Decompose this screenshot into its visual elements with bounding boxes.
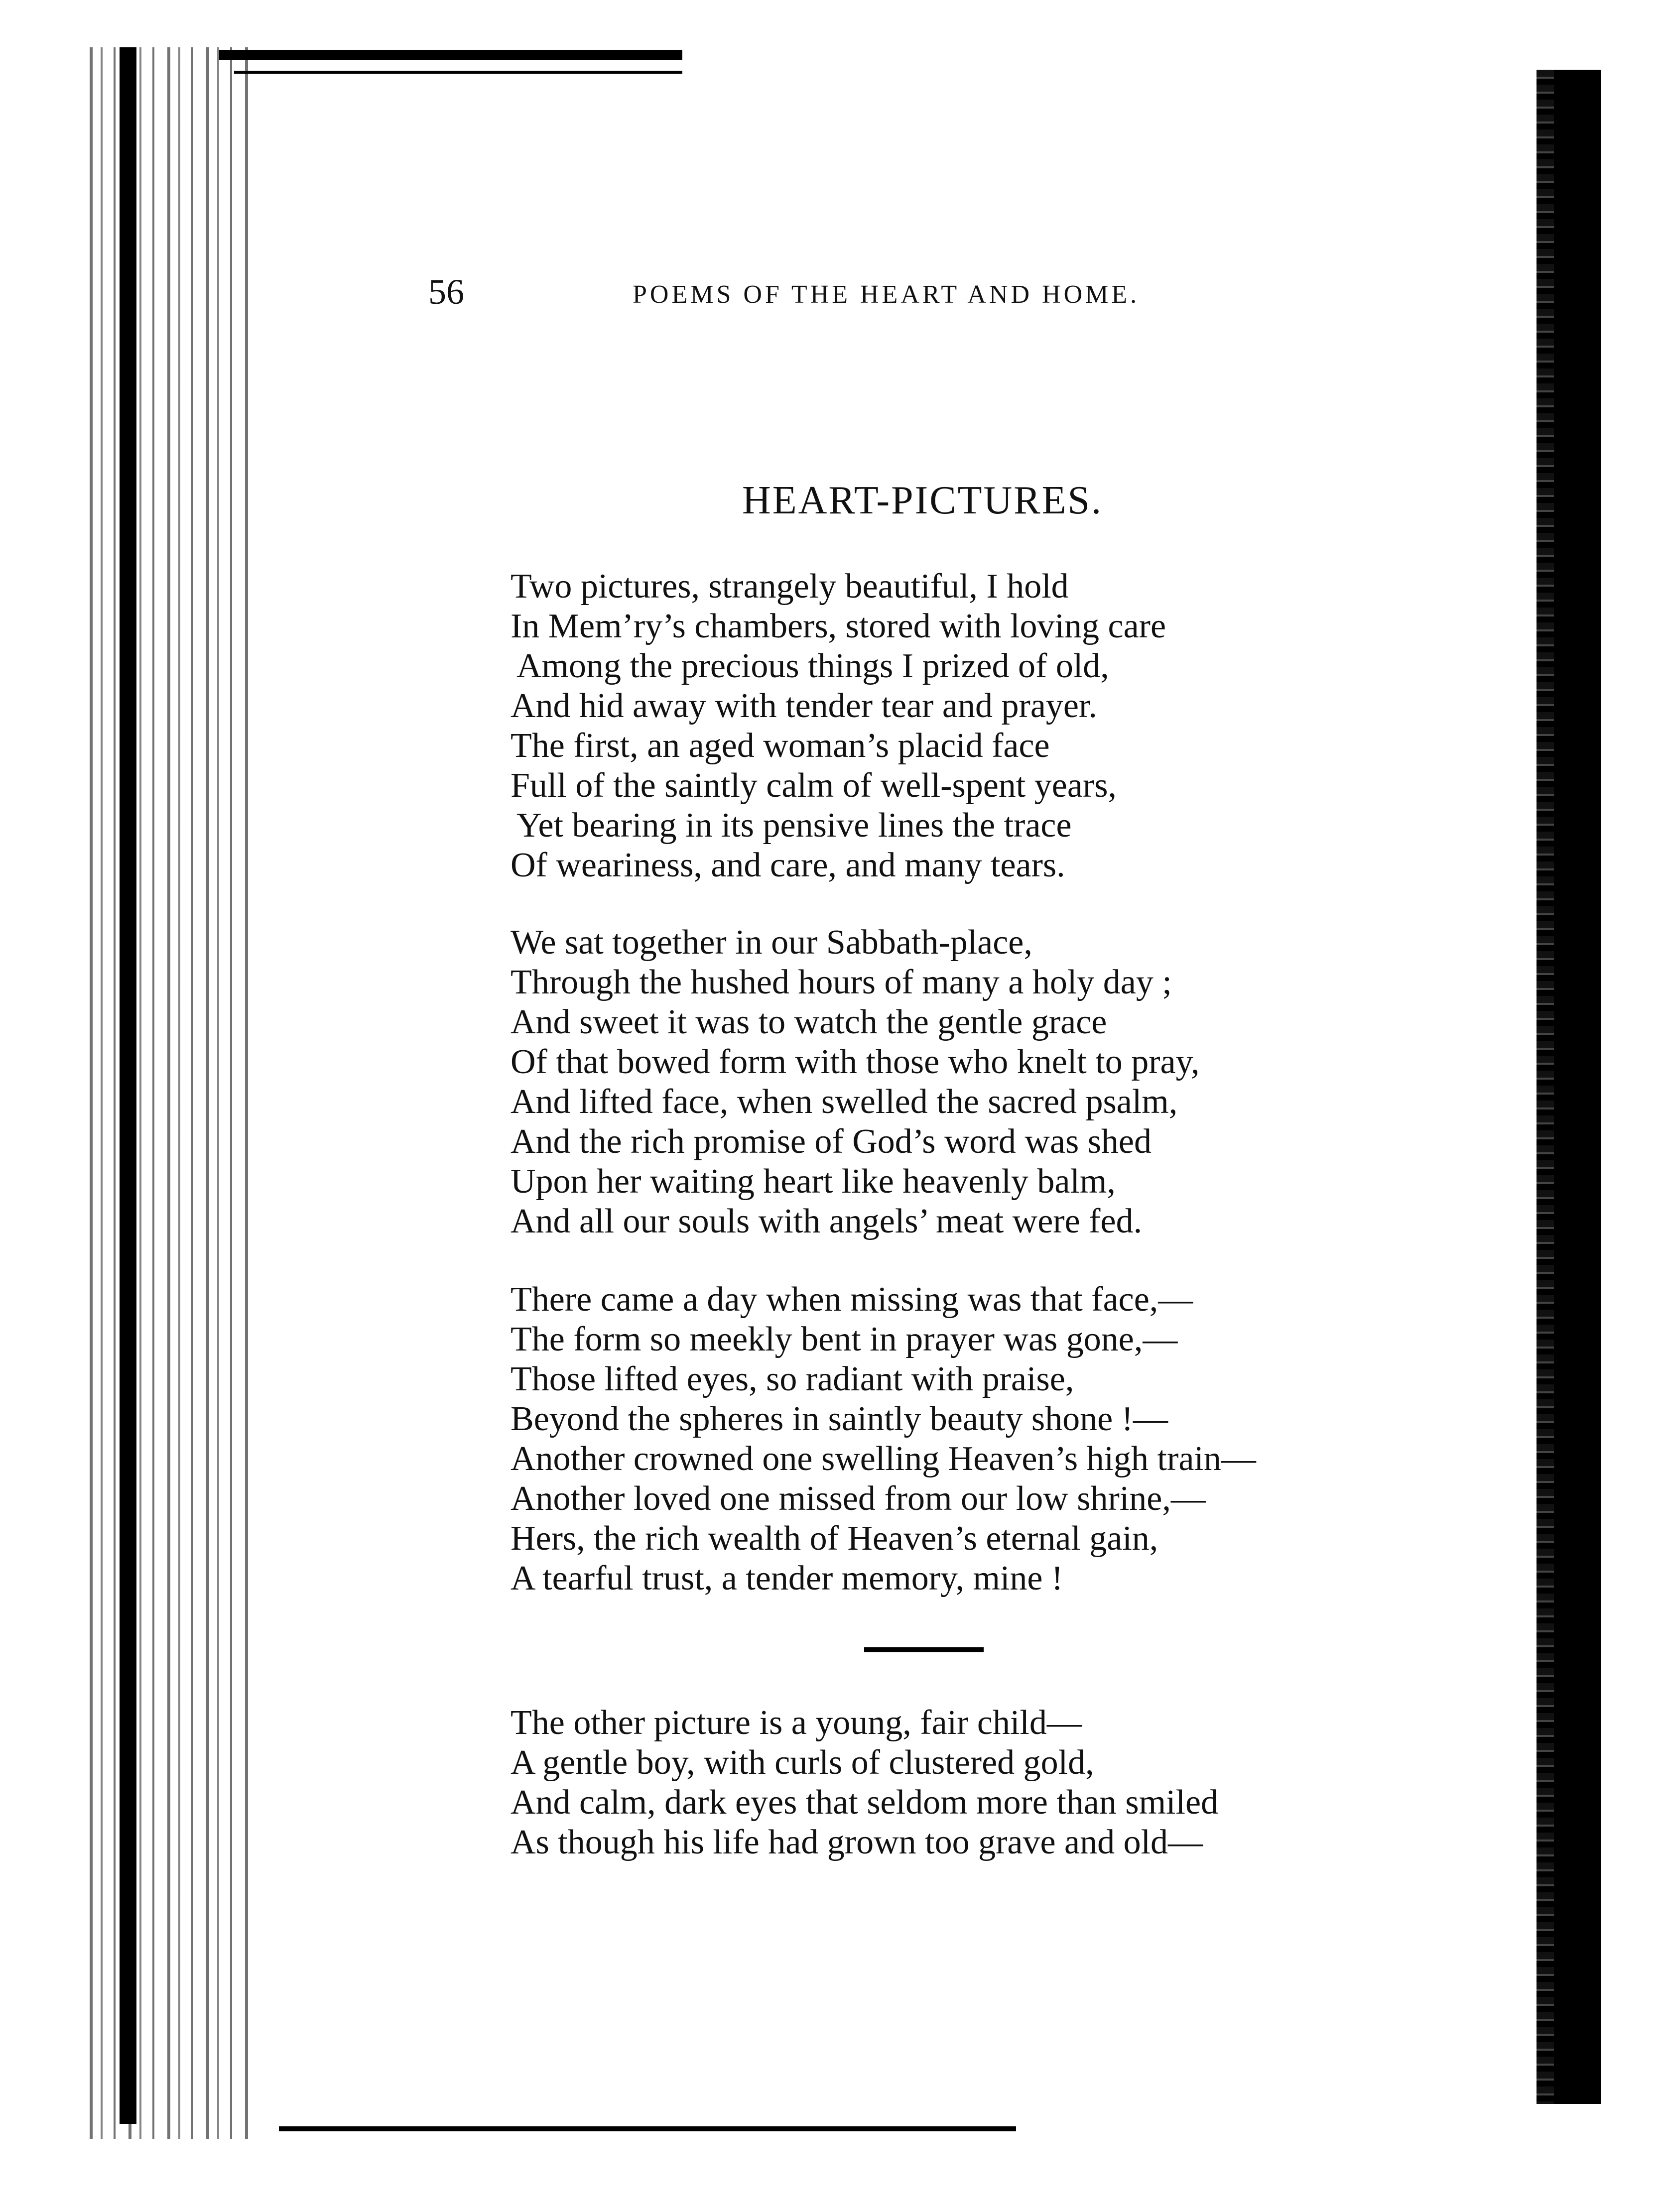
poem-line: And hid away with tender tear and prayer.	[511, 687, 1097, 725]
poem-line: Among the precious things I prized of old,	[516, 647, 1109, 685]
poem-line: In Mem’ry’s chambers, stored with loving care	[511, 607, 1166, 645]
poem-line: The other picture is a young, fair child—	[511, 1704, 1082, 1742]
stanza-4	[511, 1703, 1218, 1862]
poem-line: And calm, dark eyes that seldom more than smiled	[511, 1783, 1219, 1822]
bottom-page-edge	[279, 2126, 1016, 2131]
poem-line: Full of the saintly calm of well-spent years,	[511, 766, 1117, 805]
book-spine-edge	[120, 47, 136, 2124]
poem-line: Beyond the spheres in saintly beauty shone !—	[511, 1400, 1168, 1438]
poem-line: Upon her waiting heart like heavenly balm,	[511, 1162, 1116, 1201]
poem-title: HEART-PICTURES.	[742, 479, 1103, 522]
poem-line: The first, an aged woman’s placid face	[511, 727, 1050, 765]
poem-line: Of weariness, and care, and many tears.	[511, 846, 1065, 884]
poem-line: Two pictures, strangely beautiful, I hold	[511, 567, 1069, 606]
poem-line: And lifted face, when swelled the sacred psalm,	[511, 1083, 1178, 1121]
poem-line: And the rich promise of God’s word was shed	[511, 1122, 1152, 1161]
poem-line: Another loved one missed from our low shrine,—	[511, 1479, 1206, 1518]
poem-line: The form so meekly bent in prayer was gone,—	[511, 1320, 1178, 1358]
poem-line: Hers, the rich wealth of Heaven’s eternal gain,	[511, 1519, 1158, 1558]
poem-line: Through the hushed hours of many a holy day ;	[511, 963, 1172, 1001]
poem-line: And all our souls with angels’ meat were fed.	[511, 1202, 1143, 1240]
poem-line: A tearful trust, a tender memory, mine !	[511, 1559, 1063, 1598]
page-number: 56	[428, 272, 464, 312]
poem-line: And sweet it was to watch the gentle grace	[511, 1003, 1107, 1041]
top-page-edge	[219, 50, 682, 60]
running-head: POEMS OF THE HEART AND HOME.	[633, 280, 1140, 309]
book-gutter-shadow	[90, 47, 254, 2139]
top-page-edge-thin	[234, 71, 682, 74]
poem-line: We sat together in our Sabbath-place,	[511, 923, 1032, 962]
poem-line: Of that bowed form with those who knelt to pray,	[511, 1043, 1200, 1081]
poem-line: Yet bearing in its pensive lines the trace	[516, 806, 1072, 845]
poem-line: As though his life had grown too grave and old—	[511, 1823, 1203, 1861]
section-divider-rule	[864, 1647, 984, 1652]
stanza-1	[511, 567, 1166, 885]
stanza-3	[511, 1280, 1256, 1598]
right-page-edge-solid	[1554, 70, 1601, 2104]
poem-line: Another crowned one swelling Heaven’s high train—	[511, 1440, 1256, 1478]
poem-line: Those lifted eyes, so radiant with praise,	[511, 1360, 1074, 1398]
stanza-2	[511, 923, 1200, 1241]
poem-line: There came a day when missing was that face,—	[511, 1280, 1193, 1319]
poem-line: A gentle boy, with curls of clustered gold,	[511, 1743, 1094, 1782]
